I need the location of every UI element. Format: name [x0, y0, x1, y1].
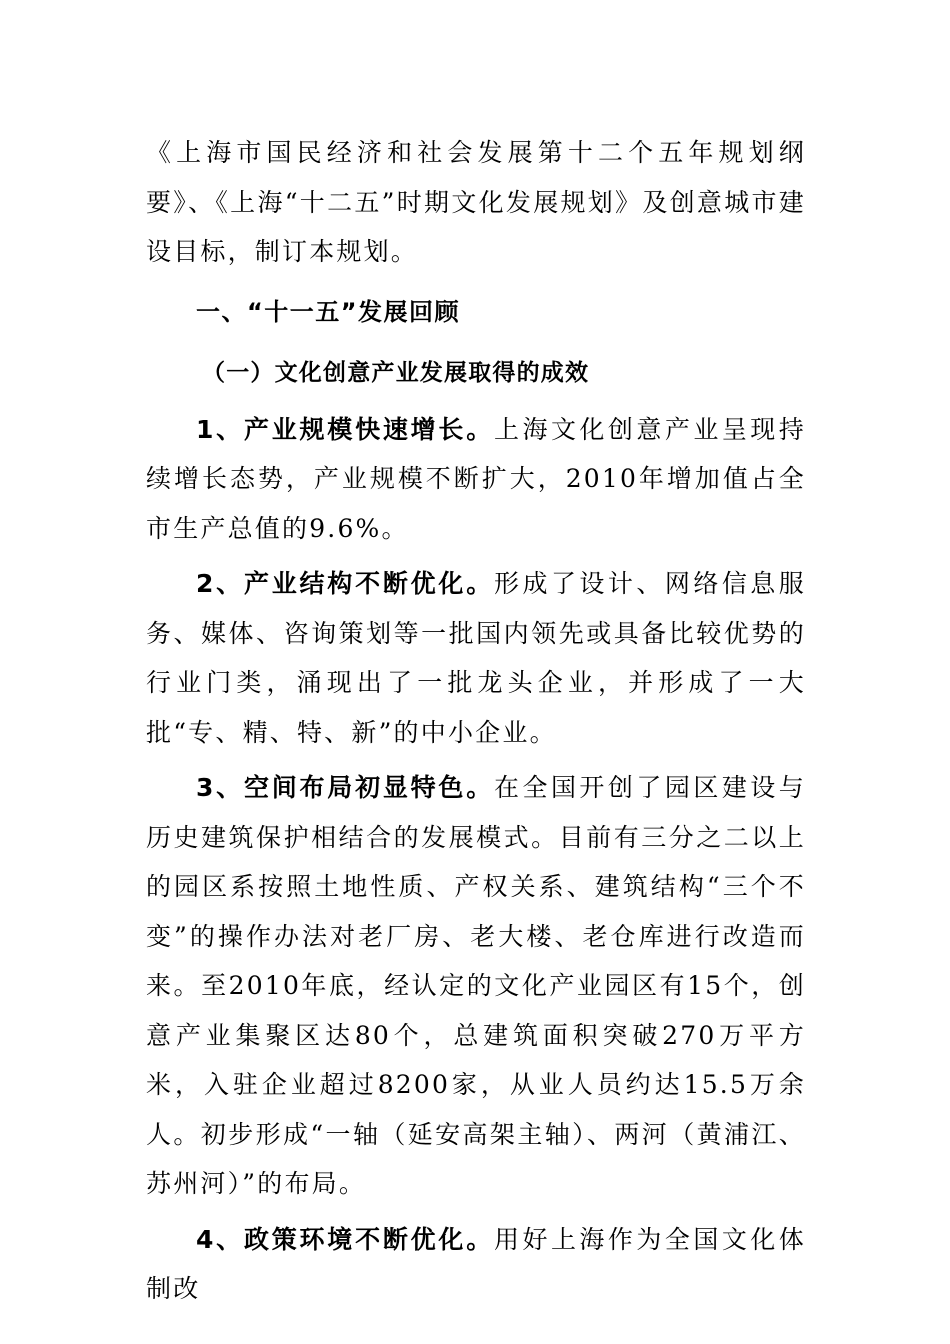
section-heading: 一、“十一五”发展回顾 — [196, 297, 461, 326]
item-lead: 1、产业规模快速增长。 — [196, 414, 494, 444]
item-body: 上海文化创意产业呈现持续增长态势，产业规模不断扩大，2010年增加值占全市生产总值的9.6%。 — [146, 414, 806, 543]
subsection-heading: （一）文化创意产业发展取得的成效 — [202, 359, 590, 386]
item-lead: 3、空间布局初显特色。 — [196, 773, 494, 802]
intro-paragraph: 《上海市国民经济和社会发展第十二个五年规划纲要》、《上海“十二五”时期文化发展规划》及创意城市建设目标，制订本规划。 — [146, 138, 806, 266]
item-body: 形成了设计、网络信息服务、媒体、咨询策划等一批国内领先或具备比较优势的行业门类，涌现出了一批龙头企业，并形成了一大批“专、精、特、新”的中小企业。 — [146, 569, 806, 747]
item-paragraph-3 — [146, 763, 806, 1209]
item-lead: 2、产业结构不断优化。 — [196, 569, 494, 598]
document-page — [146, 128, 806, 1314]
item-body: 在全国开创了园区建设与历史建筑保护相结合的发展模式。目前有三分之二以上的园区系按照土地性质、产权关系、建筑结构“三个不变”的操作办法对老厂房、老大楼、老仓库进行改造而来。至2010年底，经认定的文化产业园区有15个，创意产业集聚区达80个，总建筑面积突破270万平方米，入驻企业超过8200家，从业人员约达15.5万余人。初步形成“一轴（延安高架主轴）、两河（黄浦江、苏州河）”的布局。 — [146, 773, 806, 1198]
item-body: 用好上海作为全国文化体制改 — [146, 1224, 806, 1303]
item-paragraph-2 — [146, 559, 806, 757]
item-paragraph-1 — [146, 405, 806, 554]
item-paragraph-4 — [146, 1215, 806, 1314]
item-lead: 4、政策环境不断优化。 — [196, 1224, 494, 1254]
